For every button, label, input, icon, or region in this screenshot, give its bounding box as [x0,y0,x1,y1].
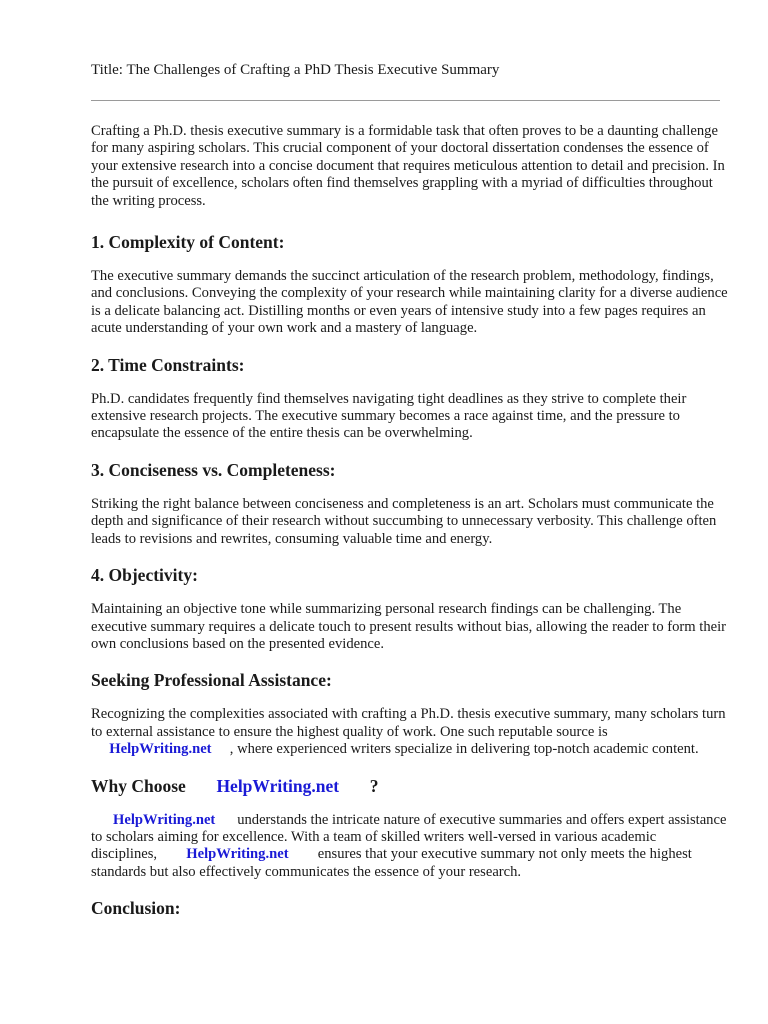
section-heading: Conclusion: [91,898,181,919]
why-text-1: understands the intricate nature of executive summaries and offers expert assistance to scholars aiming for excellence. With a team of skilled writers well-versed in various academic disciplines, [91,811,727,863]
assistance-paragraph [91,706,731,758]
section-complexity [91,232,731,338]
section-body: Striking the right balance between conciseness and completeness is an art. Scholars must communicate the depth and significance of their research without succumbing to unnecessary verbosity. This challenge often leads to revisions and rewrites, consuming valuable time and energy. [91,495,717,547]
document-title: Title: The Challenges of Crafting a PhD Thesis Executive Summary [91,62,500,78]
section-heading: 1. Complexity of Content: [91,232,285,253]
helpwriting-link[interactable]: HelpWriting.net [186,846,289,863]
why-heading-suffix: ? [369,775,379,796]
section-body: Ph.D. candidates frequently find themselves navigating tight deadlines as they strive to complete their extensive research projects. The executive summary becomes a race against time, and the pressure to encapsulate the essence of the entire thesis can be overwhelming. [91,390,687,442]
section-conclusion [91,898,731,919]
section-heading: Seeking Professional Assistance: [91,670,332,691]
section-body: Maintaining an objective tone while summarizing personal research findings can be challenging. The executive summary requires a delicate touch to present results without bias, allowing the reader to form their own conclusions based on the presented evidence. [91,601,727,652]
section-heading: 3. Conciseness vs. Completeness: [91,459,336,480]
section-assistance [91,670,731,758]
section-body: The executive summary demands the succinct articulation of the research problem, methodology, findings, and conclusions. Conveying the complexity of your research while maintaining clarity for a diverse audience is a delicate balancing act. Distilling months or even years of intensive study into a few pages requires an acute understanding of your own work and a mastery of language. [91,268,728,337]
helpwriting-link[interactable]: HelpWriting.net [109,741,212,758]
section-objectivity [91,565,731,653]
why-heading [91,776,731,797]
section-conciseness [91,460,731,548]
helpwriting-heading-link[interactable]: HelpWriting.net [216,775,340,796]
why-paragraph [91,812,731,882]
section-heading: 4. Objectivity: [91,565,198,586]
why-heading-prefix: Why Choose [91,775,186,796]
helpwriting-link[interactable]: HelpWriting.net [113,811,216,828]
section-heading: 2. Time Constraints: [91,354,245,375]
section-why-choose [91,776,731,882]
document-body [91,123,731,936]
why-text-2: ensures that your executive summary not only meets the highest standards but also effectively communicates the essence of your research. [91,846,692,880]
section-time [91,355,731,443]
title-divider [91,100,720,101]
assistance-text-after: , where experienced writers specialize in delivering top-notch academic content. [229,741,699,758]
intro-paragraph: Crafting a Ph.D. thesis executive summary is a formidable task that often proves to be a daunting challenge for many aspiring scholars. This crucial component of your doctoral dissertation condenses the essence of your extensive research into a concise document that requires meticulous attention to detail and precision. In the pursuit of excellence, scholars often find themselves grappling with a myriad of difficulties throughout the writing process. [91,123,725,209]
assistance-text-before: Recognizing the complexities associated with crafting a Ph.D. thesis executive summary, many scholars turn to external assistance to ensure the highest quality of work. One such reputable source is [91,706,726,740]
